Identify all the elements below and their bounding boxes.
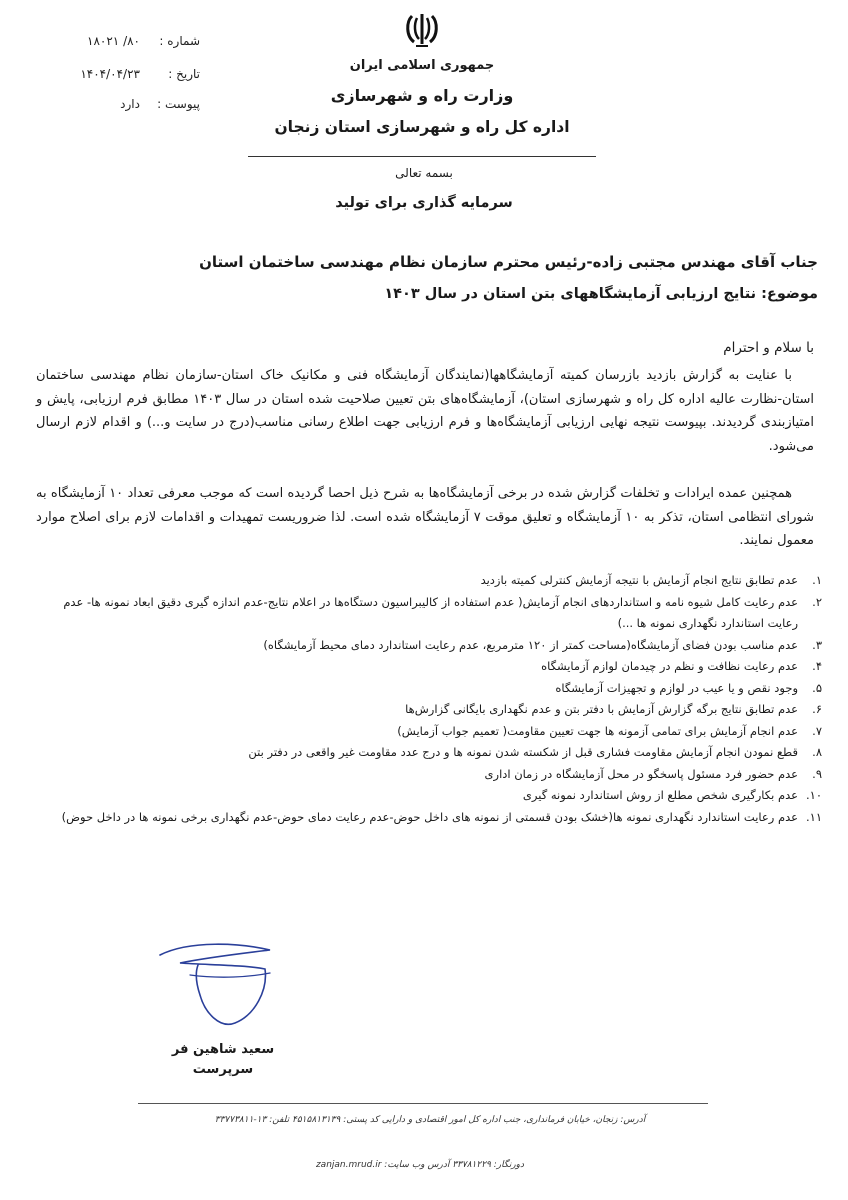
subject: موضوع: نتایج ارزیابی آزمایشگاههای بتن استان در سال ۱۴۰۳ <box>384 286 818 302</box>
letter-attachment-row <box>40 97 200 117</box>
addressee: جناب آقای مهندس مجتبی زاده-رئیس محترم سازمان نظام مهندسی ساختمان استان <box>199 253 818 271</box>
footer-address: آدرس: زنجان، خیابان فرمانداری، جنب اداره کل امور اقتصادی و دارایی کد پستی: ۴۵۱۵۸۱۳۱۳۹ تلفن: ۱۳-۳۳۷۷۳۸۱۱ <box>214 1115 646 1125</box>
item-text: عدم رعایت نظافت و نظم در چیدمان لوازم آزمایشگاه <box>541 659 798 673</box>
date-label: تاریخ : <box>168 67 200 81</box>
item-number: ۴. <box>812 659 822 673</box>
office-title: اداره کل راه و شهرسازی استان زنجان <box>274 118 570 136</box>
item-text: عدم بکارگیری شخص مطلع از روش استاندارد نمونه گیری <box>522 788 798 802</box>
body-paragraph-1 <box>36 364 814 458</box>
letter-date-row <box>40 67 200 87</box>
list-item <box>32 570 822 592</box>
list-item <box>32 742 822 764</box>
item-number: ۸. <box>812 745 822 759</box>
paragraph-1-text: با عنایت به گزارش بازدید بازرسان کمیته آزمایشگاهها(نمایندگان آزمایشگاه فنی و مکانیک خاک استان-سازمان نظام مهندسی ساختمان استان-نظارت عالیه اداره کل راه و شهرسازی استان)، آزمایشگاه‌های بتن تعیین صلاحیت شده استان در سال ۱۴۰۳ مطابق فرم ارزیابی، پایش و امتیازبندی گردیدند. بپیوست نتیجه نهایی ارزیابی آزمایشگاه‌ها و فرم ارزیابی جهت اطلاع رسانی مناسب(درج در سایت و...) و اقدام لازم ارسال می‌شود. <box>36 368 814 454</box>
number-value: ۸۰/ ۱۸۰۲۱ <box>87 34 140 48</box>
ministry-title: وزارت راه و شهرسازی <box>330 86 514 105</box>
item-text: عدم رعایت کامل شیوه نامه و استانداردهای انجام آزمایش( عدم استفاده از کالیبراسیون دستگاه‌ها در اعلام نتایج-عدم اندازه گیری دقیق ابعاد نمونه ها- عدم رعایت استاندارد نگهداری نمونه ها ...) <box>63 594 798 630</box>
item-text: عدم تطابق نتایج انجام آزمایش با نتیجه آزمایش کنترلی کمیته بازدید <box>480 573 798 587</box>
list-item <box>32 721 822 743</box>
body-paragraph-2 <box>36 482 814 553</box>
attachment-value: دارد <box>120 97 140 111</box>
item-number: ۱۱. <box>805 809 822 824</box>
handwritten-signature <box>150 935 300 1045</box>
attachment-label: پیوست : <box>157 97 200 111</box>
item-text: عدم حضور فرد مسئول پاسخگو در محل آزمایشگاه در زمان اداری <box>484 766 798 781</box>
list-item <box>32 699 822 721</box>
iran-emblem-logo <box>404 10 440 50</box>
signatory <box>168 1040 278 1080</box>
item-text: عدم انجام آزمایش برای تمامی آزمونه ها جهت تعیین مقاومت( تعمیم جواب آزمایش) <box>397 723 798 738</box>
invocation: بسمه تعالی <box>395 166 453 180</box>
item-number: ۳. <box>812 637 822 652</box>
signatory-name: سعید شاهین فر <box>171 1042 275 1057</box>
date-value: ۱۴۰۴/۰۴/۲۳ <box>80 67 140 81</box>
item-number: ۹. <box>812 766 822 781</box>
list-item <box>32 592 822 635</box>
item-number: ۱۰. <box>805 788 822 802</box>
item-number: ۲. <box>812 594 822 609</box>
footer-website: دورنگار: ۳۳۷۸۱۲۲۹ آدرس وب سایت: zanjan.mrud.ir <box>315 1160 525 1170</box>
list-item <box>32 764 822 786</box>
header-divider <box>248 156 596 157</box>
list-item <box>32 635 822 657</box>
item-number: ۱. <box>812 573 822 587</box>
number-label: شماره : <box>159 34 200 48</box>
item-text: عدم مناسب بودن فضای آزمایشگاه(مساحت کمتر از ۱۲۰ مترمربع، عدم رعایت استاندارد دمای محیط آزمایشگاه) <box>263 637 798 652</box>
list-item <box>32 656 822 678</box>
item-text: وجود نقص و یا عیب در لوازم و تجهیزات آزمایشگاه <box>555 680 798 695</box>
signatory-title: سرپرست <box>192 1062 254 1077</box>
footer-divider <box>138 1103 708 1104</box>
slogan: سرمایه گذاری برای تولید <box>335 195 513 211</box>
paragraph-2-text: همچنین عمده ایرادات و تخلفات گزارش شده در برخی آزمایشگاه‌ها به شرح ذیل احصا گردیده است که موجب معرفی تعداد ۱۰ آزمایشگاه به شورای انتظامی استان، تذکر به ۱۰ آزمایشگاه و تعلیق موقت ۷ آزمایشگاه شده است. لذا ضروریست تمهیدات و اقدامات لازم برای اصلاح موارد معمول نمایند. <box>36 486 814 548</box>
item-number: ۷. <box>812 723 822 738</box>
item-text: عدم تطابق نتایج برگه گزارش آزمایش با دفتر بتن و عدم نگهداری بایگانی گزارش‌ها <box>405 702 798 716</box>
violations-list <box>32 570 822 828</box>
item-number: ۵. <box>812 680 822 695</box>
list-item <box>32 678 822 700</box>
list-item <box>32 807 822 829</box>
item-text: عدم رعایت استاندارد نگهداری نمونه ها(خشک بودن قسمتی از نمونه های داخل حوض-عدم رعایت دمای حوض-عدم نگهداری برخی نمونه ها در داخل حوض) <box>61 809 798 824</box>
salutation: با سلام و احترام <box>723 340 814 356</box>
country-title: جمهوری اسلامی ایران <box>349 58 495 73</box>
list-item <box>32 785 822 807</box>
letter-number-row <box>40 34 200 54</box>
item-text: قطع نمودن انجام آزمایش مقاومت فشاری قبل از شکسته شدن نمونه ها و درج عدد مقاومت غیر واقعی در دفتر بتن <box>248 745 798 759</box>
item-number: ۶. <box>812 702 822 716</box>
